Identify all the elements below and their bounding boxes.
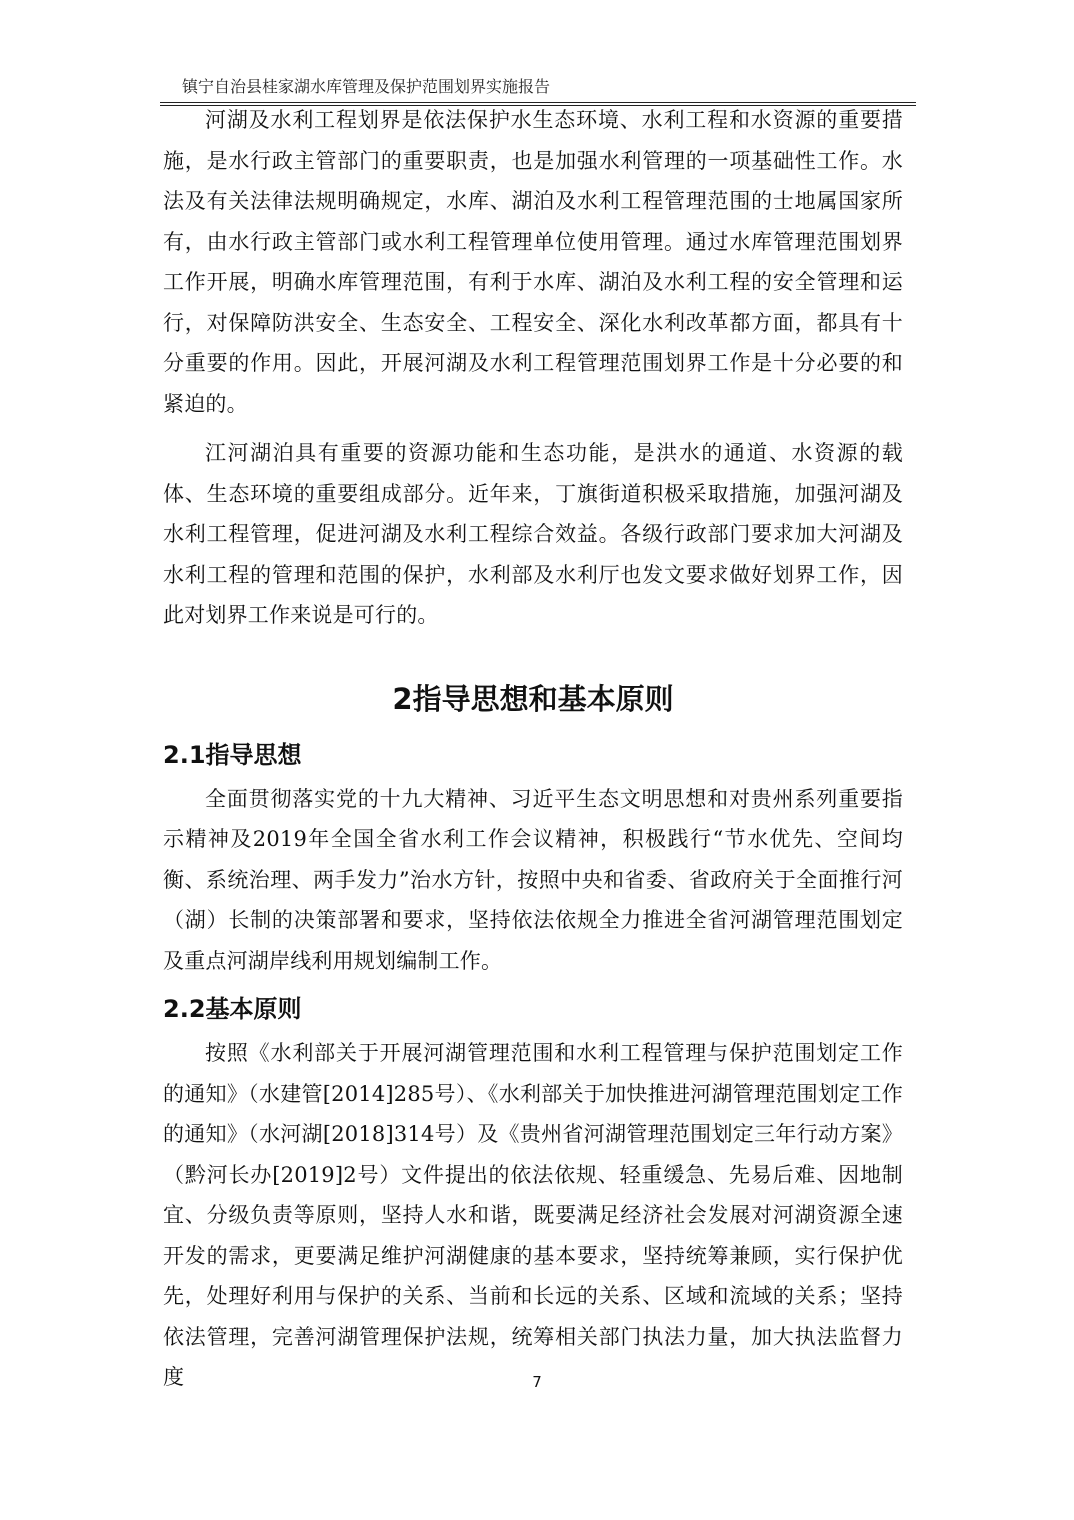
header-title: 镇宁自治县桂家湖水库管理及保护范围划界实施报告 <box>182 77 551 96</box>
intro-paragraph-1: 河湖及水利工程划界是依法保护水生态环境、水利工程和水资源的重要措施，是水行政主管部门的重要职责，也是加强水利管理的一项基础性工作。水法及有关法律法规明确规定，水库、湖泊及水利工程管理范围的士地属国家所有，由水行政主管部门或水利工程管理单位使用管理。通过水库管理范围划界工作开展，明确水库管理范围，有利于水库、湖泊及水利工程的安全管理和运行，对保障防洪安全、生态安全、工程安全、深化水利改革都方面，都具有十分重要的作用。因此，开展河湖及水利工程管理范围划界工作是十分必要的和紧迫的。 <box>163 108 903 416</box>
document-body <box>163 100 903 1398</box>
section-2-2-paragraph: 按照《水利部关于开展河湖管理范围和水利工程管理与保护范围划定工作的通知》（水建管[2014]285号）、《水利部关于加快推进河湖管理范围划定工作的通知》（水河湖[2018]314号）及《贵州省河湖管理范围划定三年行动方案》（黔河长办[2019]2号）文件提出的依法依规、轻重缓急、先易后难、因地制宜、分级负责等原则，坚持人水和谐，既要满足经济社会发展对河湖资源全速开发的需求，更要满足维护河湖健康的基本要求，坚持统筹兼顾，实行保护优先，处理好利用与保护的关系、当前和长远的关系、区域和流域的关系；坚持依法管理，完善河湖管理保护法规，统筹相关部门执法力量，加大执法监督力度 <box>163 1041 903 1389</box>
section-2-2-title: 2.2基本原则 <box>163 995 302 1023</box>
section-2-1-paragraph: 全面贯彻落实党的十九大精神、习近平生态文明思想和对贵州系列重要指示精神及2019年全国全省水利工作会议精神，积极践行“节水优先、空间均衡、系统治理、两手发力”治水方针，按照中央和省委、省政府关于全面推行河（湖）长制的决策部署和要求，坚持依法依规全力推进全省河湖管理范围划定及重点河湖岸线利用规划编制工作。 <box>163 786 903 973</box>
page-header <box>160 74 916 103</box>
chapter-title: 2指导思想和基本原则 <box>392 681 674 716</box>
page-number: 7 <box>532 1373 542 1391</box>
section-2-1-title: 2.1指导思想 <box>163 740 302 769</box>
intro-paragraph-2: 江河湖泊具有重要的资源功能和生态功能，是洪水的通道、水资源的载体、生态环境的重要组成部分。近年来，丁旗街道积极采取措施，加强河湖及水利工程管理，促进河湖及水利工程综合效益。各级行政部门要求加大河湖及水利工程的管理和范围的保护，水利部及水利厅也发文要求做好划界工作，因此对划界工作来说是可行的。 <box>163 441 903 627</box>
